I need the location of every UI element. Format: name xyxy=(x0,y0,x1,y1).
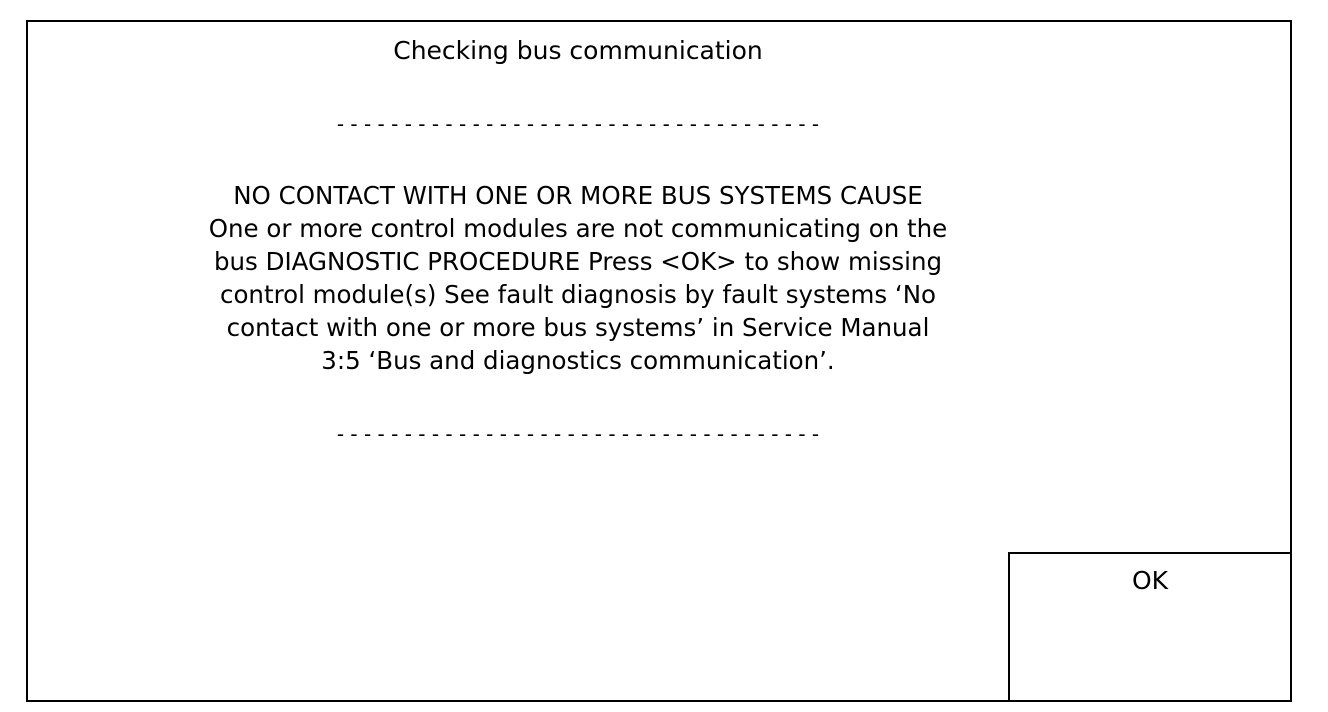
separator-top: - - - - - - - - - - - - - - - - - - - - - - - - - - - - - - - - - - - - xyxy=(336,112,820,136)
ok-button[interactable] xyxy=(1008,552,1290,700)
separator-bottom: - - - - - - - - - - - - - - - - - - - - - - - - - - - - - - - - - - - - xyxy=(336,422,820,446)
message-dialog xyxy=(26,20,1292,702)
message-line: control module(s) See fault diagnosis by fault systems ‘No xyxy=(219,280,937,309)
ok-button-label: OK xyxy=(1131,566,1169,595)
dialog-message xyxy=(138,179,1018,377)
message-line: 3:5 ‘Bus and diagnostics communication’. xyxy=(321,346,835,375)
message-line: One or more control modules are not communicating on the xyxy=(208,214,948,243)
message-line: bus DIAGNOSTIC PROCEDURE Press <OK> to show missing xyxy=(213,247,943,276)
message-line: NO CONTACT WITH ONE OR MORE BUS SYSTEMS CAUSE xyxy=(233,181,923,210)
dialog-title: Checking bus communication xyxy=(393,36,763,65)
message-line: contact with one or more bus systems’ in Service Manual xyxy=(226,313,930,342)
